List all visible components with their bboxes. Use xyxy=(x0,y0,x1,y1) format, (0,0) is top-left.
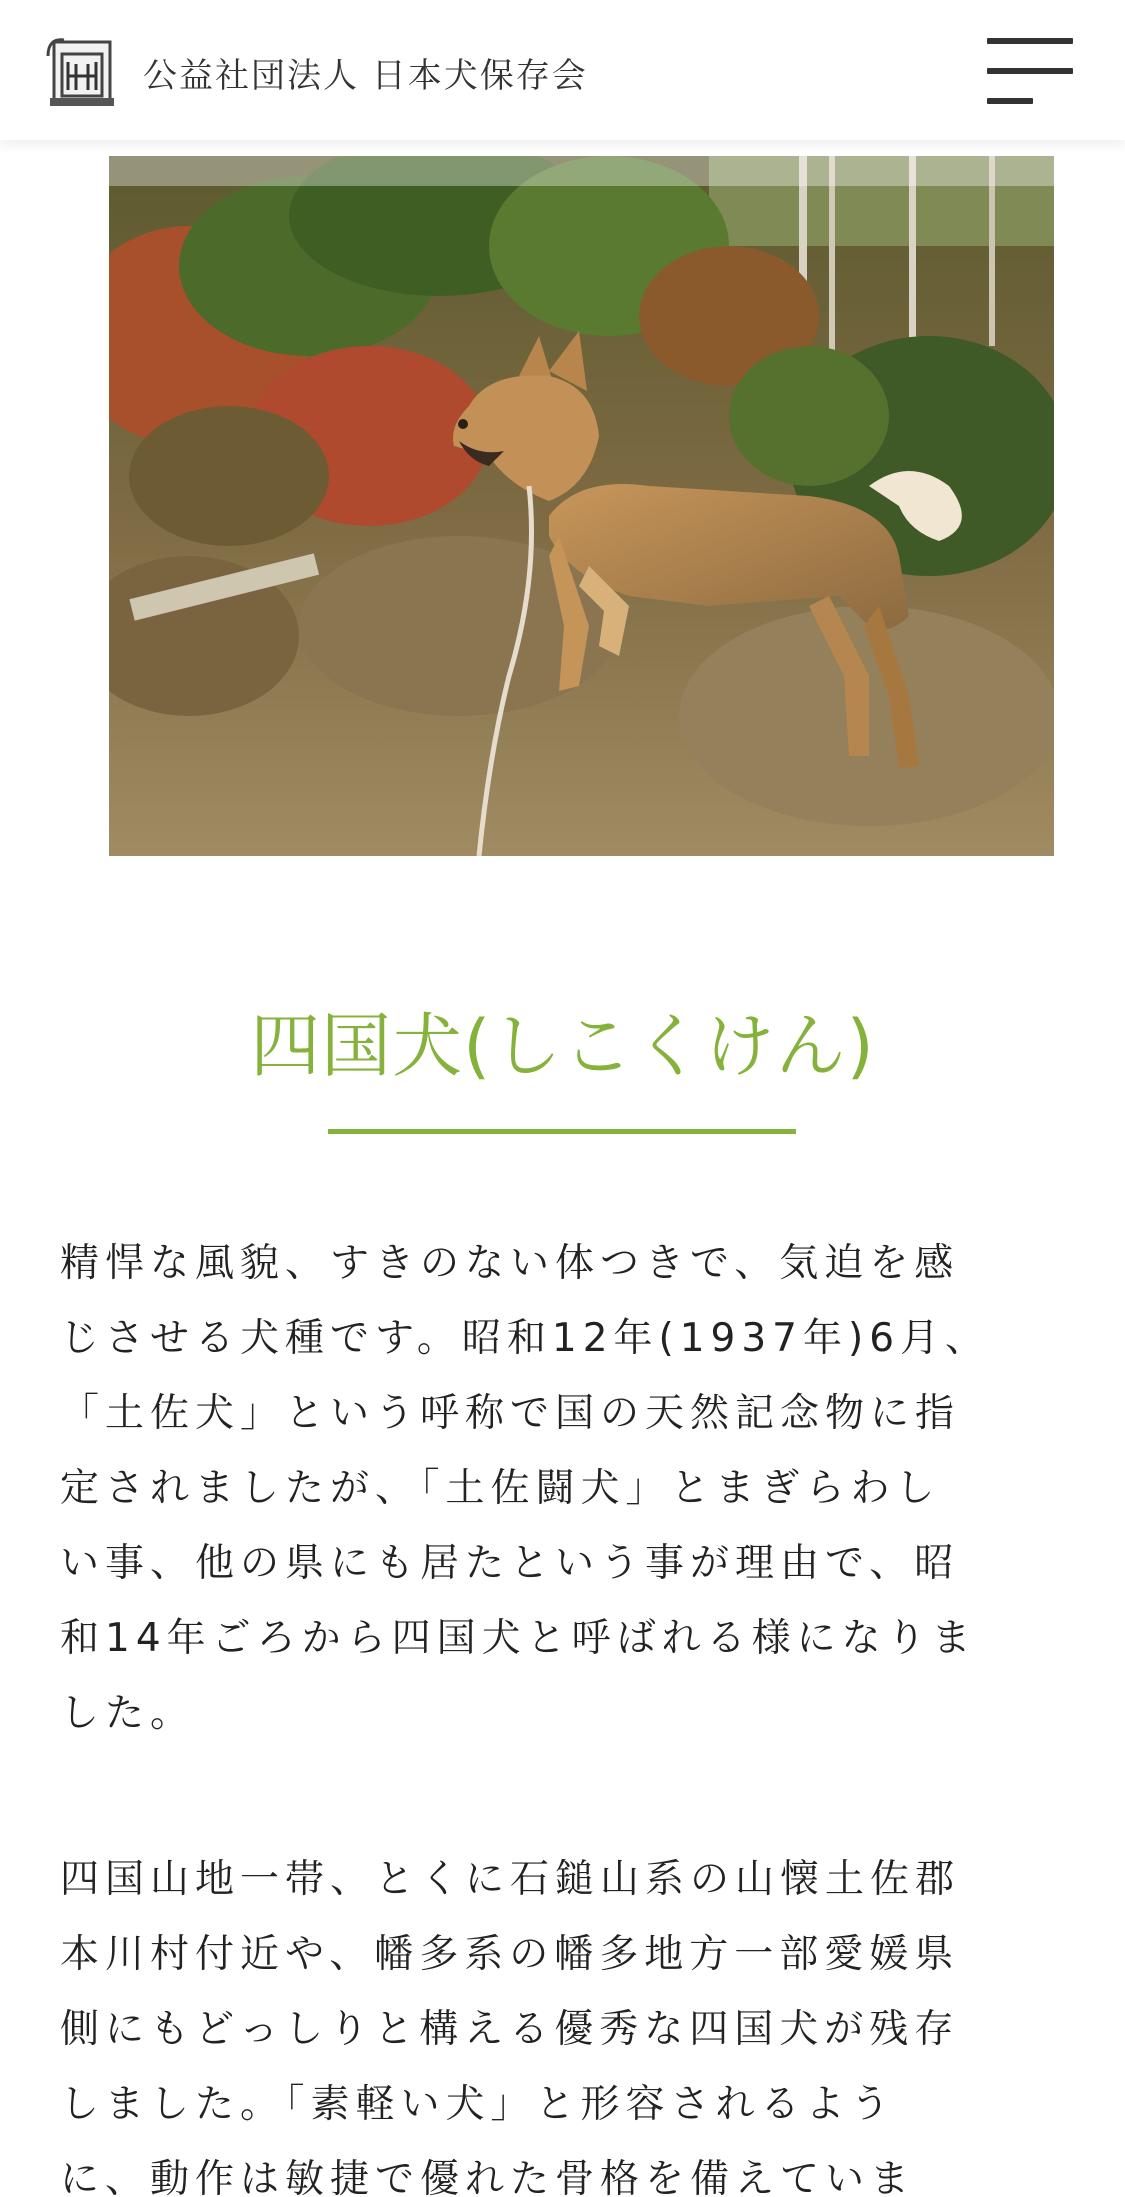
paragraph-line: した。 xyxy=(60,1691,196,1736)
menu-line xyxy=(987,68,1073,74)
paragraph-line: 定されましたが、「土佐闘犬」とまぎらわし xyxy=(60,1466,941,1511)
description-paragraph-2 xyxy=(60,1842,1060,2197)
hamburger-menu-icon[interactable] xyxy=(983,36,1075,106)
menu-line xyxy=(987,98,1033,104)
paragraph-line: 本川村付近や、幡多系の幡多地方一部愛媛県 xyxy=(60,1932,960,1977)
paragraph-line: 「土佐犬」という呼称で国の天然記念物に指 xyxy=(60,1391,961,1436)
site-header xyxy=(0,0,1125,140)
page-title: 四国犬(しこくけん) xyxy=(250,1005,875,1087)
paragraph-line: 和14年ごろから四国犬と呼ばれる様になりま xyxy=(60,1616,977,1661)
paragraph-line: 精悍な風貌、すきのない体つきで、気迫を感 xyxy=(60,1241,960,1286)
paragraph-line: に、動作は敏捷で優れた骨格を備えていま xyxy=(60,2157,916,2197)
paragraph-line: い事、他の県にも居たという事が理由で、昭 xyxy=(60,1541,960,1586)
paragraph-line: 側にもどっしりと構える優秀な四国犬が残存 xyxy=(60,2007,960,2052)
shikoku-dog-photo xyxy=(109,156,1054,856)
organization-logo-icon[interactable] xyxy=(44,34,120,110)
title-underline xyxy=(328,1129,796,1134)
paragraph-line: しました。「素軽い犬」と形容されるよう xyxy=(60,2082,896,2127)
paragraph-line: 四国山地一帯、とくに石鎚山系の山懐土佐郡 xyxy=(60,1857,961,1902)
site-name[interactable]: 公益社団法人 日本犬保存会 xyxy=(143,56,588,96)
menu-line xyxy=(987,38,1073,44)
description-paragraph-1 xyxy=(60,1226,1060,1751)
paragraph-line: じさせる犬種です。昭和12年(1937年)6月、 xyxy=(60,1316,991,1361)
